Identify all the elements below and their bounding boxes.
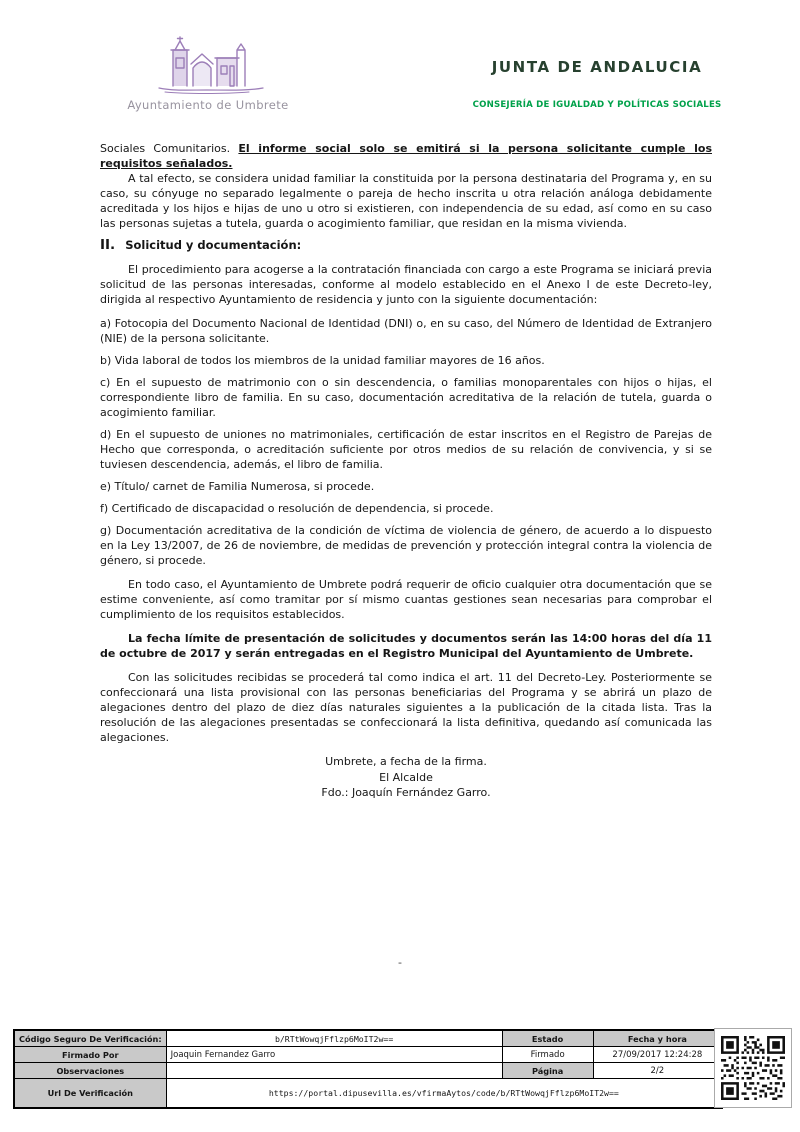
signature-role-line: El Alcalde [379,770,433,784]
ayuntamiento-logo [98,34,318,112]
document-body [100,141,712,801]
paragraph-procedimiento: El procedimiento para acogerse a la contratación financiada con cargo a este Programa se iniciará previa solicitud de las personas interesadas, conforme al modelo establecido en el Anexo I de este Decreto-ley, dirigida al respectivo Ayuntamiento de residencia y junto con la siguiente documentación: [100,263,712,306]
table-row [14,1047,722,1063]
csv-label: Código Seguro De Verificación: [14,1030,166,1047]
paragraph-bold-underline: El informe social solo se emitirá si la persona solicitante cumple los requisitos señalados. [100,142,712,170]
paragraph-fecha-limite: La fecha límite de presentación de solicitudes y documentos serán las 14:00 horas del día 11 de octubre de 2017 y serán entregadas en el Registro Municipal del Ayuntamiento de Umbrete. [100,632,712,660]
consejeria-subtitle: CONSEJERÍA DE IGUALDAD Y POLÍTICAS SOCIALES [472,100,722,110]
paragraph-prefix: Sociales Comunitarios. [100,142,239,155]
section-heading [100,238,712,253]
signature-name-line: Fdo.: Joaquín Fernández Garro. [321,786,491,799]
table-row [14,1030,722,1047]
pagina-header: Página [502,1063,593,1079]
junta-title: JUNTA DE ANDALUCIA [491,58,703,76]
paragraph-informe-social [100,141,712,171]
page-number-mark: - [398,956,402,969]
list-item-a: a) Fotocopia del Documento Nacional de Identidad (DNI) o, en su caso, del Número de Identidad de Extranjero (NIE) de la persona solicitante. [100,317,712,345]
verification-table [13,1029,723,1109]
list-item-d: d) En el supuesto de uniones no matrimoniales, certificación de estar inscritos en el Registro de Parejas de Hecho que corresponda, o acreditación suficiente por otros medios de su relación de convivencia, y si se tuviesen descendencia, además, el libro de familia. [100,428,712,471]
list-item-f: f) Certificado de discapacidad o resolución de dependencia, si procede. [100,502,494,515]
junta-de-andalucia-block [462,58,732,110]
list-item-b: b) Vida laboral de todos los miembros de la unidad familiar mayores de 16 años. [100,354,545,367]
observaciones-value [166,1063,502,1079]
logo-caption: Ayuntamiento de Umbrete [127,98,289,112]
csv-value: b/RTtWowqjFflzp6MoIT2w== [166,1030,502,1047]
pagina-value: 2/2 [593,1063,722,1079]
umbrete-buildings-icon [121,34,296,96]
signature-block [100,754,712,801]
table-row [14,1063,722,1079]
list-item-e: e) Título/ carnet de Familia Numerosa, si procede. [100,480,375,493]
observaciones-label: Observaciones [14,1063,166,1079]
section-number: II. [100,237,116,253]
list-item-g: g) Documentación acreditativa de la condición de víctima de violencia de género, de acuerdo a lo dispuesto en la Ley 13/2007, de 26 de noviembre, de medidas de prevención y protección integral contra la violencia de género, si procede. [100,524,712,567]
qr-code [714,1028,792,1108]
document-header [0,30,800,140]
qr-code-pattern [721,1036,785,1100]
list-item-c: c) En el supuesto de matrimonio con o sin descendencia, o familias monoparentales con hijos o hijas, el correspondiente libro de familia. En su caso, documentación acreditativa de la relación de tutela, guarda o acogimiento familiar. [100,376,712,419]
paragraph-en-todo-caso: En todo caso, el Ayuntamiento de Umbrete podrá requerir de oficio cualquier otra documentación que se estime conveniente, así como tramitar por sí mismo cuantas gestiones sean necesarias para comprobar el cumplimiento de los requisitos establecidos. [100,578,712,621]
paragraph-unidad-familiar: A tal efecto, se considera unidad familiar la constituida por la persona destinataria del Programa y, en su caso, su cónyuge no separado legalmente o pareja de hecho inscrita u otra relación análoga debidamente acreditada y los hijos e hijas de uno u otro si existieren, con independencia de su edad, así como en su caso las personas sujetas a tutela, guarda o acogimiento familiar, que residan en la misma vivienda. [100,172,712,230]
url-verificacion-value: https://portal.dipusevilla.es/vfirmaAytos/code/b/RTtWowqjFflzp6MoIT2w== [166,1079,722,1109]
section-title: Solicitud y documentación: [125,238,302,252]
url-verificacion-label: Url De Verificación [14,1079,166,1109]
signature-place-line: Umbrete, a fecha de la firma. [325,755,487,768]
estado-header: Estado [502,1030,593,1047]
firmado-por-label: Firmado Por [14,1047,166,1063]
fecha-hora-value: 27/09/2017 12:24:28 [593,1047,722,1063]
estado-value: Firmado [502,1047,593,1063]
firmado-por-value: Joaquin Fernandez Garro [166,1047,502,1063]
fecha-hora-header: Fecha y hora [593,1030,722,1047]
table-row [14,1079,722,1109]
paragraph-solicitudes-recibidas: Con las solicitudes recibidas se procederá tal como indica el art. 11 del Decreto-Ley. Posteriormente se confeccionará una lista provisional con las personas beneficiarias del Programa y se abrirá un plazo de alegaciones dentro del plazo de diez días naturales siguientes a la publicación de la citada lista. Tras la resolución de las alegaciones presentadas se confeccionará la lista definitiva, quedando así comunicada las alegaciones. [100,671,712,744]
